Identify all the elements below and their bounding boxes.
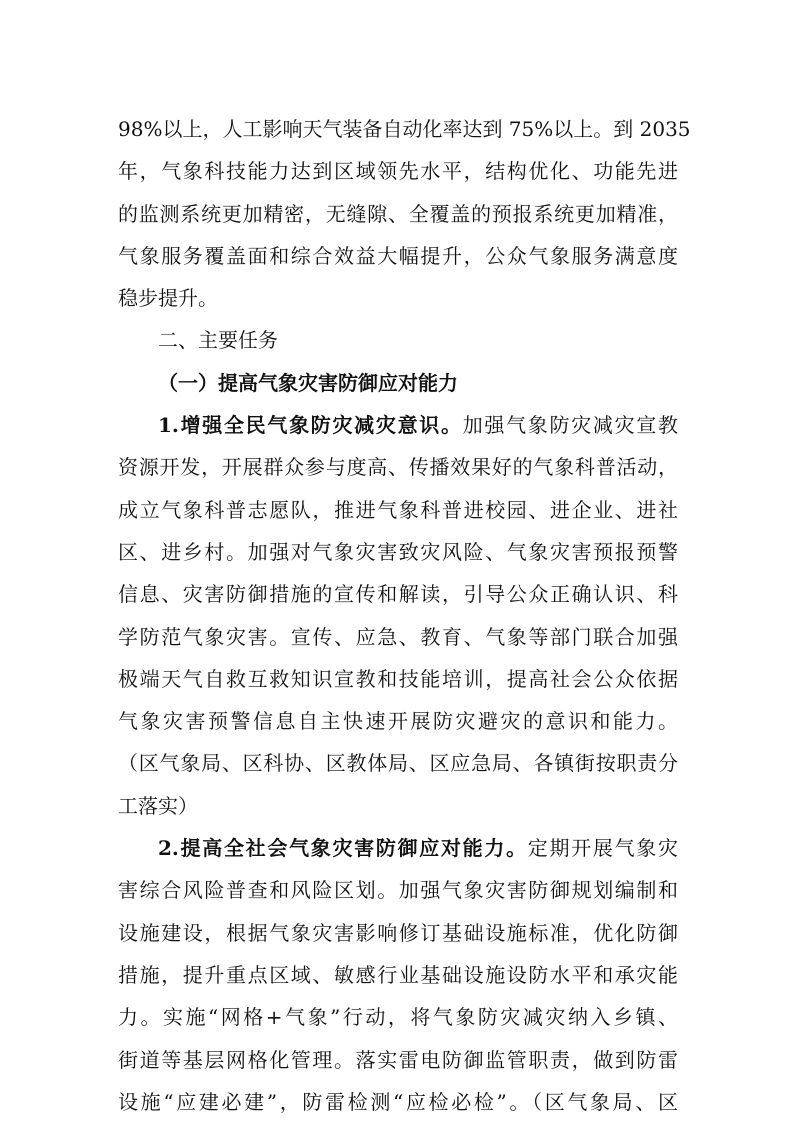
- item2-first-line: [118, 827, 678, 869]
- body-text-line: 工落实）: [118, 793, 198, 818]
- item1-lead: 1.增强全民气象防灾减灾意识。: [158, 413, 463, 438]
- body-text-line: 年，气象科技能力达到区域领先水平，结构优化、功能先进: [118, 159, 678, 184]
- body-text-line: 害综合风险普查和风险区划。加强气象灾害防御规划编制和: [118, 878, 678, 903]
- document-page: [118, 108, 691, 1123]
- body-text-line: 极端天气自救互救知识宣教和技能培训，提高社会公众依据: [118, 666, 678, 691]
- body-text-line: 设施建设，根据气象灾害影响修订基础设施标准，优化防御: [118, 920, 678, 945]
- body-text-line: 街道等基层网格化管理。落实雷电防御监管职责，做到防雷: [118, 1047, 678, 1072]
- body-text-line: 气象服务覆盖面和综合效益大幅提升，公众气象服务满意度: [118, 243, 678, 268]
- item1-first-line: [118, 404, 678, 446]
- body-text-line: 措施，提升重点区域、敏感行业基础设施设防水平和承灾能: [118, 962, 678, 987]
- item2-first-rest: 定期开展气象灾: [527, 836, 678, 861]
- body-text-line: 学防范气象灾害。宣传、应急、教育、气象等部门联合加强: [118, 624, 678, 649]
- body-text-line: 信息、灾害防御措施的宣传和解读，引导公众正确认识、科: [118, 582, 678, 607]
- body-text-line: 的监测系统更加精密，无缝隙、全覆盖的预报系统更加精准，: [118, 201, 678, 226]
- body-text-line: （区气象局、区科协、区教体局、区应急局、各镇街按职责分: [118, 751, 678, 776]
- item1-first-rest: 加强气象防灾减灾宣教: [462, 413, 678, 438]
- body-text-line: 98%以上，人工影响天气装备自动化率达到 75%以上。到 2035: [118, 117, 691, 141]
- body-text-line: 力。实施“网格+气象”行动，将气象防灾减灾纳入乡镇、: [118, 1005, 678, 1030]
- body-text-line: 资源开发，开展群众参与度高、传播效果好的气象科普活动，: [118, 455, 678, 480]
- body-text-line: 稳步提升。: [118, 286, 218, 311]
- subsection-heading: （一）提高气象灾害防御应对能力: [158, 370, 458, 395]
- body-text-line: 气象灾害预警信息自主快速开展防灾避灾的意识和能力。: [118, 709, 678, 734]
- body-text-line: 设施“应建必建”，防雷检测“应检必检”。（区气象局、区: [118, 1089, 678, 1114]
- body-text-line: 区、进乡村。加强对气象灾害致灾风险、气象灾害预报预警: [118, 539, 678, 564]
- section-heading: 二、主要任务: [158, 328, 278, 353]
- body-text-line: 成立气象科普志愿队，推进气象科普进校园、进企业、进社: [118, 497, 678, 522]
- item2-lead: 2.提高全社会气象灾害防御应对能力。: [158, 836, 528, 861]
